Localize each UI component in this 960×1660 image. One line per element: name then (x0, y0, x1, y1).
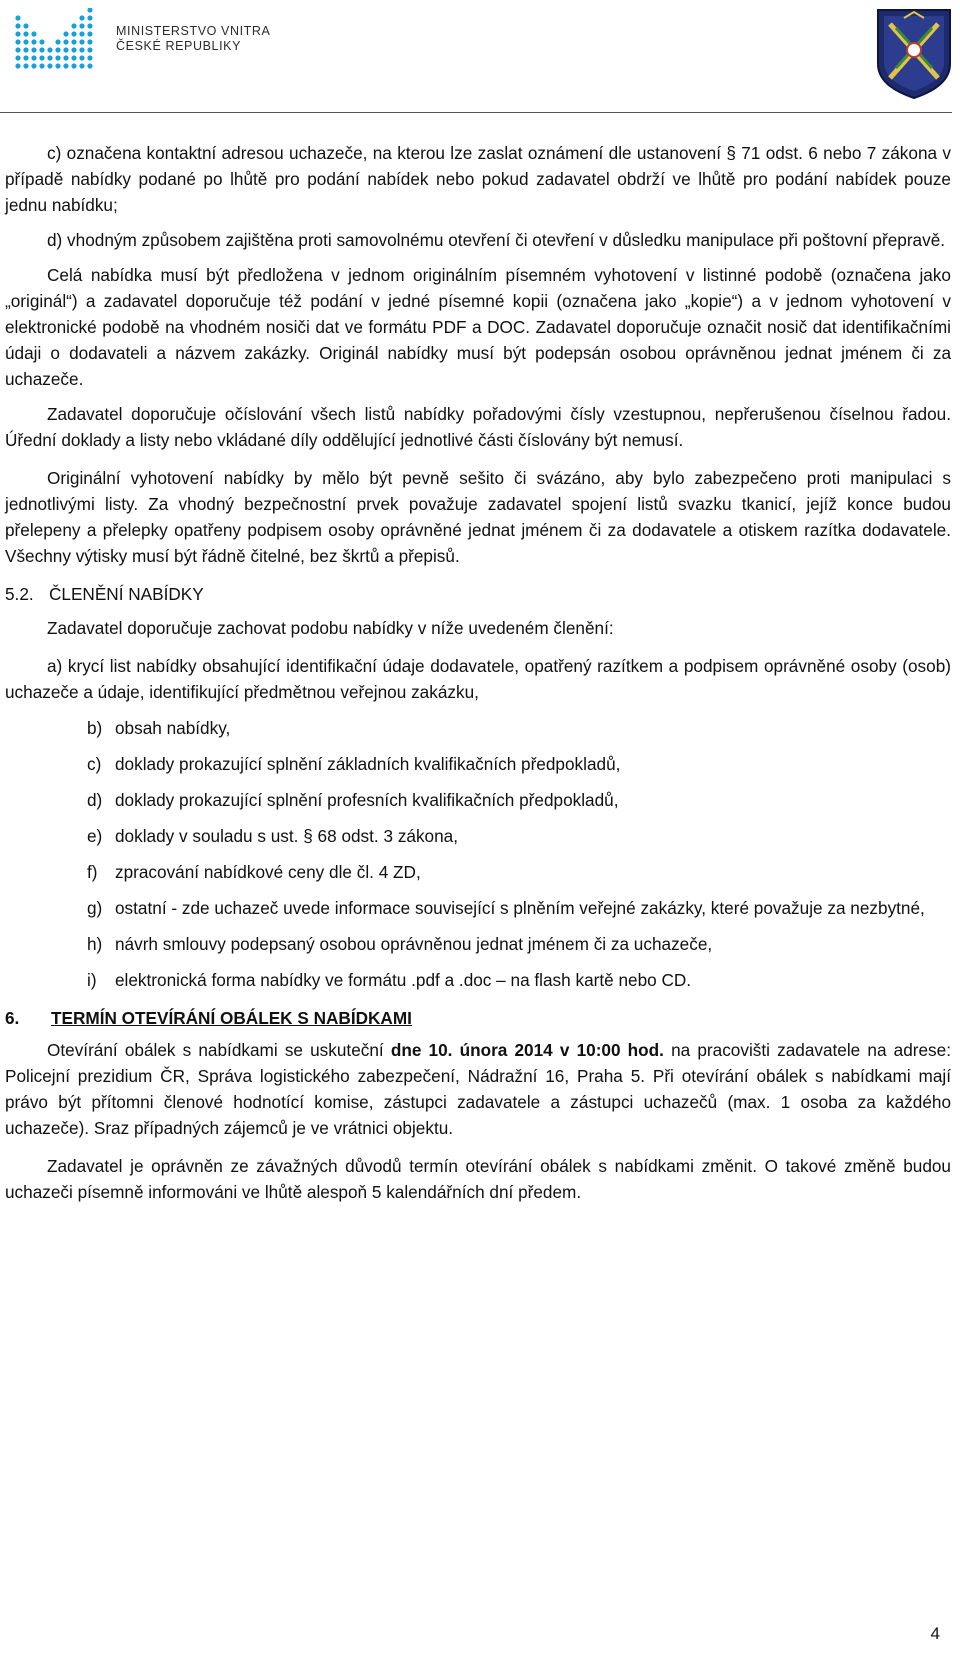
ministry-logo (14, 8, 270, 70)
change-notice-paragraph: Zadavatel je oprávněn ze závažných důvodů termín otevírání obálek s nabídkami změnit. O takové změně budou uchazeči písemně informováni ve lhůtě alespoň 5 kalendářních dní předem. (5, 1156, 951, 1202)
list-item (87, 715, 951, 741)
section-number: 5.2. (5, 584, 34, 604)
list-item (87, 895, 951, 921)
list-item (87, 859, 951, 885)
dot-grid-logo-icon (14, 8, 106, 70)
list-marker: c) (87, 754, 102, 774)
opening-date: dne 10. února 2014 v 10:00 hod. (390, 1040, 664, 1060)
section-title: ČLENĚNÍ NABÍDKY (49, 584, 204, 604)
paragraph-c: c) označena kontaktní adresou uchazeče, na kterou lze zaslat oznámení dle ustanovení § 71 odst. 6 nebo 7 zákona v případě nabídky podané po lhůtě pro podání nabídek nebo pokud zadavatel obdrží ve lhůtě pro podání nabídek pouze jednu nabídku; (5, 143, 951, 215)
list-text: doklady prokazující splnění profesních kvalifikačních předpokladů, (115, 790, 619, 810)
page-number: 4 (930, 1624, 940, 1643)
opening-text-end: na pracovišti zadavatele na adrese: Policejní prezidium ČR, Správa logistického zabezpečení, Nádražní 16, Praha 5. Při otevírání obálek s nabídkami mají právo být přítomni členové hodnotící komise, zástupci zadavatele a zástupci uchazečů (max. 1 osoba za každého uchazeče). Sraz případných zájemců je ve vrátnici objektu. (5, 1040, 951, 1138)
list-item (87, 787, 951, 813)
section-number: 6. (5, 1008, 20, 1028)
list-text: zpracování nabídkové ceny dle čl. 4 ZD, (115, 862, 421, 882)
list-text: návrh smlouvy podepsaný osobou oprávněnou jednat jménem či za uchazeče, (115, 934, 713, 954)
list-text: ostatní - zde uchazeč uvede informace související s plněním veřejné zakázky, které považuje za nezbytné, (115, 898, 925, 918)
list-item (87, 931, 951, 957)
list-marker: f) (87, 862, 98, 882)
list-text: doklady v souladu s ust. § 68 odst. 3 zákona, (115, 826, 459, 846)
list-item-a: a) krycí list nabídky obsahující identifikační údaje dodavatele, opatřený razítkem a podpisem oprávněné osoby (osob) uchazeče a údaje, identifikující předmětnou veřejnou zakázku, (5, 656, 951, 702)
list-marker: b) (87, 718, 103, 738)
list-item (87, 823, 951, 849)
list-text: elektronická forma nabídky ve formátu .pdf a .doc – na flash kartě nebo CD. (115, 970, 692, 990)
section-5-2-intro: Zadavatel doporučuje zachovat podobu nabídky v níže uvedeném členění: (47, 618, 614, 638)
list-marker: i) (87, 970, 97, 990)
section-title: TERMÍN OTEVÍRÁNÍ OBÁLEK S NABÍDKAMI (51, 1008, 412, 1028)
page-header (0, 0, 960, 112)
section-5-2-heading (5, 581, 951, 607)
police-emblem-icon (874, 6, 954, 100)
paragraph-d: d) vhodným způsobem zajištěna proti samovolnému otevření či otevření v důsledku manipulace při poštovní přepravě. (47, 230, 946, 250)
paragraph-binding: Originální vyhotovení nabídky by mělo být pevně sešito či svázáno, aby bylo zabezpečeno proti manipulaci s jednotlivými listy. Za vhodný bezpečnostní prvek považuje zadavatel spojení listů svazku tkanicí, jejíž konce budou přelepeny a přelepky opatřeny podpisem osoby oprávněné jednat jménem či za dodavatele a otiskem razítka dodavatele. Všechny výtisky musí být řádně čitelné, bez škrtů a přepisů. (5, 468, 951, 566)
list-marker: h) (87, 934, 103, 954)
list-marker: d) (87, 790, 103, 810)
list-text: doklady prokazující splnění základních kvalifikačních předpokladů, (115, 754, 621, 774)
section-6-heading (5, 1005, 951, 1031)
ministry-line-1: MINISTERSTVO VNITRA (116, 24, 271, 38)
ministry-name (116, 24, 270, 54)
list-marker: g) (87, 898, 103, 918)
list-marker: e) (87, 826, 103, 846)
header-divider (0, 112, 952, 113)
paragraph-original: Celá nabídka musí být předložena v jednom originálním písemném vyhotovení v listinné podobě (označena jako „originál“) a zadavatel doporučuje též podání v jedné písemné kopii (označena jako „kopie“) a v jednom vyhotovení v elektronické podobě na vhodném nosiči dat ve formátu PDF a DOC. Zadavatel doporučuje označit nosič dat identifikačními údaji o dodavateli a názvem zakázky. Originál nabídky musí být podepsán osobou oprávněnou jednat jménem či za uchazeče. (5, 265, 951, 389)
opening-text-start: Otevírání obálek s nabídkami se uskuteční (47, 1040, 391, 1060)
list-item (87, 751, 951, 777)
paragraph-numbering: Zadavatel doporučuje očíslování všech listů nabídky pořadovými čísly vzestupnou, nepřerušenou číselnou řadou. Úřední doklady a listy nebo vkládané díly oddělující jednotlivé části číslovány být nemusí. (5, 404, 951, 450)
list-text: obsah nabídky, (115, 718, 231, 738)
structure-list (87, 715, 951, 993)
document-body (5, 140, 951, 1205)
list-item (87, 967, 951, 993)
opening-date-paragraph (5, 1037, 951, 1141)
ministry-line-2: ČESKÉ REPUBLIKY (116, 39, 242, 53)
